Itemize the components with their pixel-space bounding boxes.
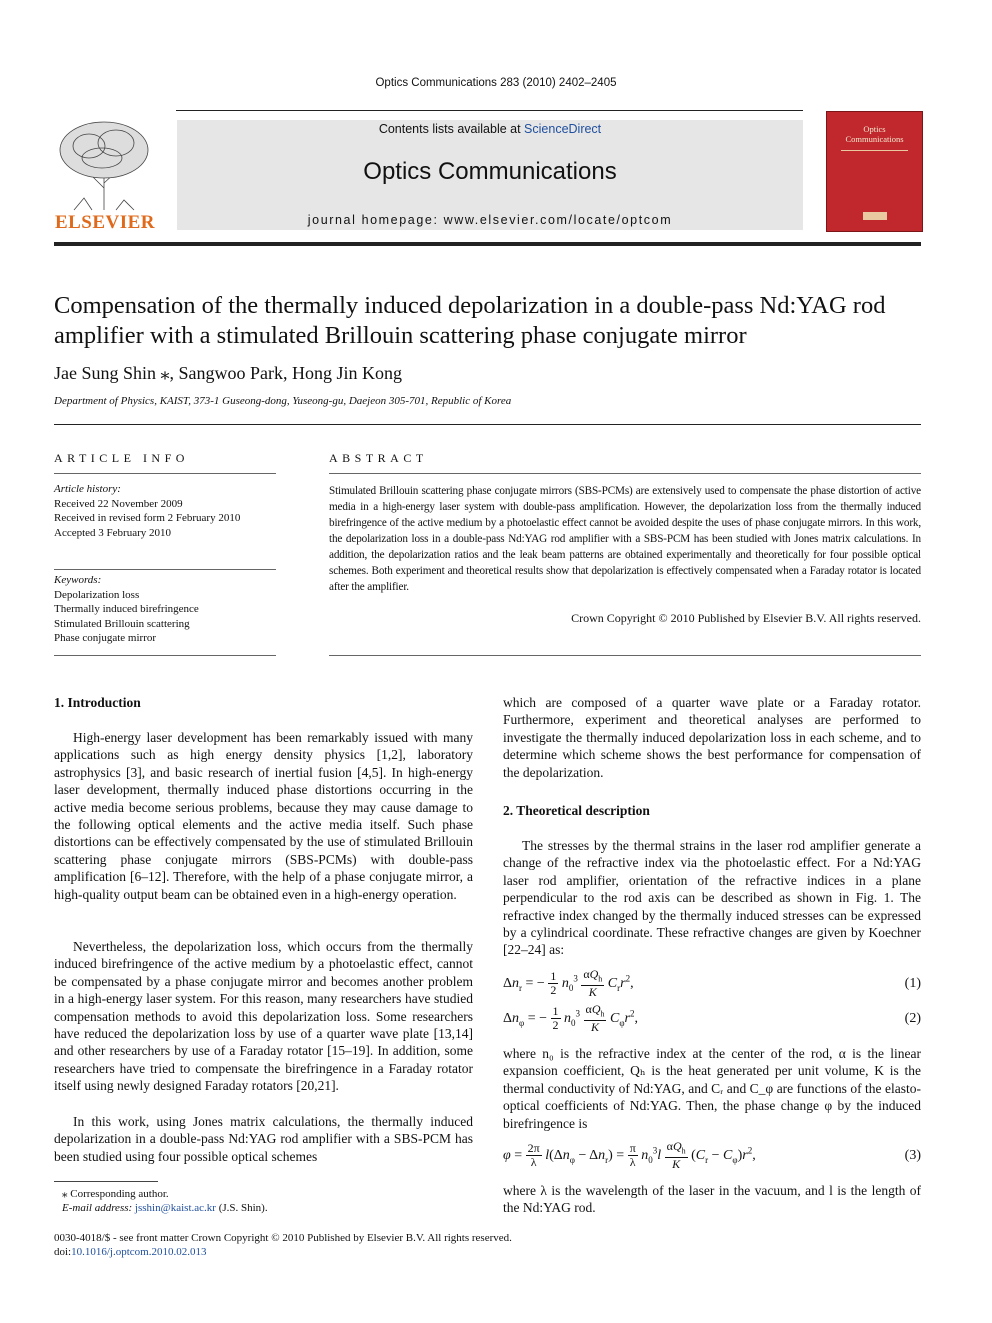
homepage-line: [177, 213, 803, 227]
issn-line: 0030-4018/$ - see front matter Crown Copyright © 2010 Published by Elsevier B.V. All rights reserved.: [54, 1232, 512, 1244]
title-rule: [54, 424, 921, 425]
theory-paragraph-2: where n₀ is the refractive index at the center of the rod, α is the linear expansion coefficient, Qₕ is the heat generated per unit volume, K is the thermal conductivity of Nd:YAG, and Cᵣ and C_φ are functions of the elasto-optical coefficients of Nd:YAG. Then, the phase change φ by the induced birefringence is: [503, 1046, 921, 1131]
cover-title-line2: Communications: [845, 134, 904, 144]
journal-cover[interactable]: [826, 111, 923, 232]
equation-1: [503, 968, 921, 1002]
equation-2: [503, 1003, 921, 1037]
header-thick-rule: [54, 242, 921, 246]
info-rule-1: [54, 473, 276, 474]
article-info-heading: ARTICLE INFO: [54, 451, 189, 465]
doi-prefix: doi:: [54, 1246, 72, 1258]
equation-1-body: $\Delta n_r$ = − $\frac{1}{2}$ $n_0^3$ $\frac{\alpha Q_h}{K}$ $C_rr^2$,: [503, 967, 634, 1000]
right-paragraph-continuation: which are composed of a quarter wave plate or a Faraday rotator. Furthermore, experiment and theoretical analyses are performed to investigate the thermally induced depolarization loss in each scheme, and to determine which scheme shows the best performance for compensation of the depolarization.: [503, 695, 921, 780]
equation-2-body: $\Delta n_\varphi$ = − $\frac{1}{2}$ $n_0^3$ $\frac{\alpha Q_h}{K}$ $C_\varphi r^2$,: [503, 1002, 638, 1035]
sciencedirect-link[interactable]: ScienceDirect: [524, 122, 602, 136]
corresponding-author-note: ⁎ Corresponding author.: [62, 1188, 169, 1200]
affiliation: Department of Physics, KAIST, 373-1 Guseong-dong, Yuseong-gu, Daejeon 305-701, Republic of Korea: [54, 395, 512, 407]
cover-rule: [841, 150, 908, 151]
journal-citation: Optics Communications 283 (2010) 2402–2405: [375, 77, 617, 89]
author-list: Jae Sung Shin ⁎, Sangwoo Park, Hong Jin Kong: [54, 363, 403, 383]
elsevier-tree-icon: [54, 118, 156, 212]
elsevier-wordmark: ELSEVIER: [54, 212, 156, 233]
contents-line: [177, 122, 803, 136]
journal-name: Optics Communications: [363, 158, 617, 185]
homepage-url[interactable]: www.elsevier.com/locate/optcom: [443, 213, 673, 227]
equation-3: [503, 1140, 921, 1174]
equation-1-number: (1): [904, 976, 921, 991]
email-line: [62, 1201, 268, 1215]
history-accepted: Accepted 3 February 2010: [54, 526, 171, 539]
abstract-heading: ABSTRACT: [329, 451, 428, 465]
footnote-rule: [54, 1181, 158, 1182]
contents-prefix: Contents lists available at: [378, 122, 525, 136]
info-rule-3: [54, 655, 276, 656]
theory-paragraph-1: The stresses by the thermal strains in the laser rod amplifier generate a change of the refractive index via the photoelastic effect. For a Nd:YAG laser rod amplifier, orientation of the refractive indices in a plane perpendicular to the rod axis can be described as shown in Fig. 1. The refractive index changed by the thermally induced stresses can be expressed by a cylindrical coordinate. These refractive changes are given by Koechner [22–24] as:: [503, 838, 921, 958]
intro-paragraph-1: High-energy laser development has been remarkably issued with many applications such as high energy density physics [1,2], laboratory astrophysics [3], and basic research of inertial fusion [4,5]. In high-energy laser development, thermally induced phase distortions occurring in the active media become serious problems, because they may cause damage to the following optical elements and the active media itself. Such phase distortions can be effectively compensated by the use of stimulated Brillouin scattering phase conjugate mirrors (SBS-PCMs) with double-pass amplification [6–12]. Therefore, with the help of a phase conjugate mirror, a high-quality output beam can be obtained even in a high-energy operation.: [54, 730, 473, 902]
cover-title-line1: Optics: [863, 124, 886, 134]
intro-paragraph-2: Nevertheless, the depolarization loss, which occurs from the thermally induced birefringence of the active medium by a photoelastic effect, cannot be compensated by a phase conjugate mirror and becomes another problem in a high-energy laser system. For this reason, many researchers have studied compensation methods to avoid this depolarization loss. Some researchers have reduced the depolarization loss by use of a quarter wave plate [13,14] and other researchers by use of a Faraday rotator [15–19]. In addition, some researchers have tried to compensate the birefringence in a Faraday rotator itself using newly designed Faraday rotators [20,21].: [54, 939, 473, 1094]
header-top-rule: [176, 110, 803, 111]
equation-2-number: (2): [904, 1011, 921, 1026]
doi-line: [54, 1245, 512, 1259]
abstract-rule-top: [329, 473, 921, 474]
doi-link[interactable]: 10.1016/j.optcom.2010.02.013: [71, 1246, 207, 1258]
elsevier-logo: [54, 118, 156, 233]
keyword-item: Thermally induced birefringence: [54, 603, 199, 615]
history-revised: Received in revised form 2 February 2010: [54, 512, 241, 524]
abstract-copyright: Crown Copyright © 2010 Published by Elsevier B.V. All rights reserved.: [571, 611, 921, 625]
intro-paragraph-3: In this work, using Jones matrix calculations, the thermally induced depolarization in a double-pass Nd:YAG rod amplifier with a SBS-PCM has been studied using four possible optical schemes: [54, 1114, 473, 1164]
keywords-label: Keywords:: [54, 574, 102, 586]
cover-title: [827, 124, 922, 144]
cover-logo-mark: [863, 212, 887, 220]
email-link[interactable]: jsshin@kaist.ac.kr: [134, 1202, 216, 1214]
homepage-prefix: journal homepage:: [307, 213, 444, 227]
history-label: Article history:: [54, 483, 121, 495]
equation-3-body: φ = $\frac{2\pi}{\lambda}$ $l(\Delta n_\varphi - \Delta n_r)$ = $\frac{\pi}{\lambda}$ $n_0^3l$ $\frac{\alpha Q_h}{K}$ $(C_r - C_\varphi)r^2$,: [503, 1139, 756, 1172]
article-history: [54, 482, 240, 540]
history-received: Received 22 November 2009: [54, 497, 183, 510]
keywords-block: [54, 573, 199, 646]
abstract-text: Stimulated Brillouin scattering phase conjugate mirrors (SBS-PCMs) are extensively used to compensate the phase distortion of active media in a high-energy laser system with double-pass amplification. However, the depolarization loss from the thermally induced birefringence of the active medium by a photoelastic effect cannot be avoided despite the uses of phase conjugate mirrors. In this work, the depolarization loss in a double-pass Nd:YAG rod amplifier with a SBS-PCM has been studied with Jones matrix calculations. In addition, the depolarization ratios and the leak beam patterns are obtained experimentally and theoretically for four possible optical schemes. Both experiment and theoretical results show that depolarization is effectively compensated when a Faraday rotator is located after the amplifier.: [329, 485, 921, 593]
equation-3-number: (3): [904, 1148, 921, 1163]
article-title: Compensation of the thermally induced depolarization in a double-pass Nd:YAG rod amplifier with a stimulated Brillouin scattering phase conjugate mirror: [54, 292, 886, 349]
journal-banner: [177, 120, 803, 230]
theory-paragraph-3: where λ is the wavelength of the laser in the vacuum, and l is the length of the Nd:YAG rod.: [503, 1183, 921, 1216]
keyword-item: Phase conjugate mirror: [54, 632, 157, 644]
email-suffix: (J.S. Shin).: [215, 1202, 268, 1214]
email-label: E-mail address:: [62, 1202, 135, 1214]
abstract-rule-bottom: [329, 655, 921, 656]
front-matter-footer: [54, 1231, 512, 1259]
section-heading-introduction: 1. Introduction: [54, 695, 141, 710]
section-heading-theory: 2. Theoretical description: [503, 803, 650, 818]
info-rule-2: [54, 569, 276, 570]
keyword-item: Stimulated Brillouin scattering: [54, 617, 190, 630]
keyword-item: Depolarization loss: [54, 588, 140, 601]
footnote: [62, 1187, 268, 1215]
